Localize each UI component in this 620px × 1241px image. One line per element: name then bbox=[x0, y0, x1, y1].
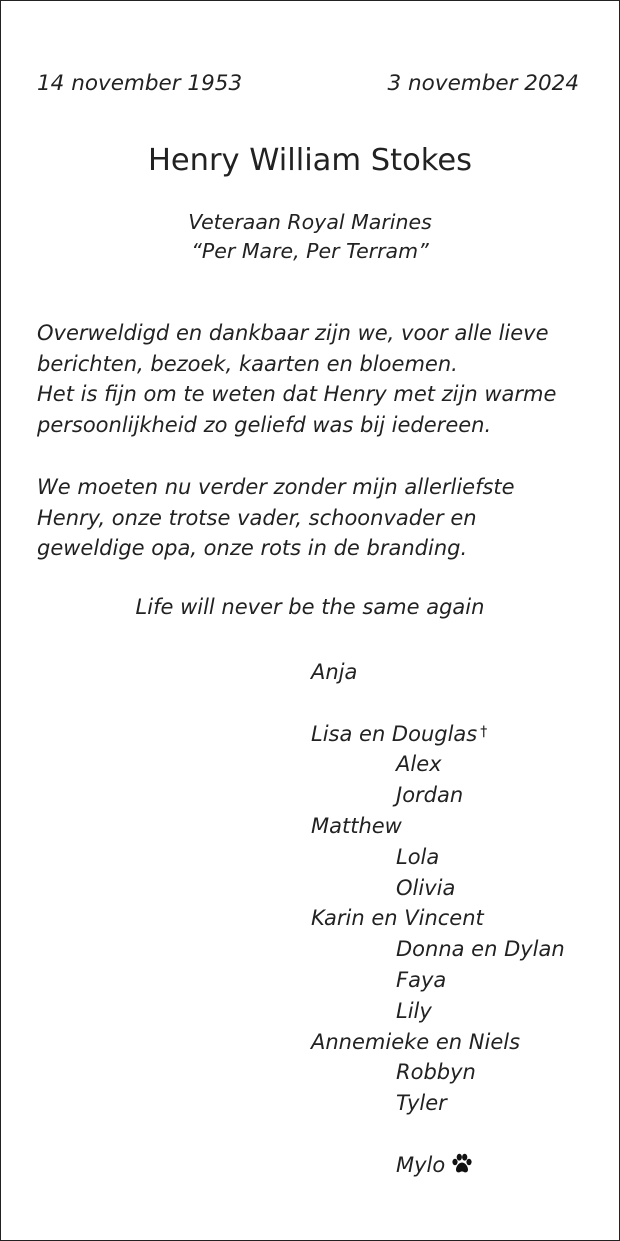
family-member-matthew: Matthew bbox=[311, 813, 402, 838]
grandchild-lola: Lola bbox=[396, 844, 440, 869]
text-line: Overweldigd en dankbaar zijn we, voor alle lieve bbox=[37, 321, 549, 345]
birth-date: 14 november 1953 bbox=[37, 71, 243, 96]
subtitle-line-2: “Per Mare, Per Terram” bbox=[191, 239, 429, 263]
text-line: Het is fijn om te weten dat Henry met zijn warme bbox=[37, 382, 557, 406]
family-member-annemieke: Annemieke en Niels bbox=[311, 1029, 521, 1054]
text-line: We moeten nu verder zonder mijn allerliefste bbox=[37, 475, 515, 499]
family-member-name: Lisa en Douglas bbox=[311, 721, 478, 746]
grandchild-alex: Alex bbox=[396, 752, 442, 777]
text-line: Henry, onze trotse vader, schoonvader en bbox=[37, 505, 477, 530]
deceased-name: Henry William Stokes bbox=[147, 143, 472, 178]
grandchild-lily: Lily bbox=[396, 998, 432, 1023]
text-line: persoonlijkheid zo geliefd was bij iedereen. bbox=[37, 412, 492, 437]
family-member-spouse: Anja bbox=[311, 660, 358, 684]
text-line: geweldige opa, onze rots in de branding. bbox=[37, 536, 468, 560]
paw-icon bbox=[451, 1152, 473, 1183]
grandchild-tyler: Tyler bbox=[396, 1091, 447, 1116]
grandchild-olivia: Olivia bbox=[396, 875, 456, 900]
grandchild-donna: Donna en Dylan bbox=[396, 937, 565, 962]
family-member-karin: Karin en Vincent bbox=[311, 906, 484, 931]
farewell-paragraph bbox=[37, 472, 597, 564]
dates-row bbox=[37, 71, 579, 96]
pet-name: Mylo bbox=[396, 1152, 446, 1177]
spacer bbox=[311, 688, 565, 719]
grandchild-faya: Faya bbox=[396, 967, 447, 992]
cross-icon: † bbox=[480, 723, 488, 740]
text-line: berichten, bezoek, kaarten en bloemen. bbox=[37, 351, 458, 376]
grandchild-robbyn: Robbyn bbox=[396, 1060, 476, 1085]
family-list bbox=[311, 657, 565, 1181]
subtitle-line-1: Veteraan Royal Marines bbox=[188, 210, 432, 234]
subtitle bbox=[1, 208, 619, 266]
grandchild-jordan: Jordan bbox=[396, 783, 464, 808]
thanks-paragraph bbox=[37, 318, 597, 440]
spacer bbox=[311, 1119, 565, 1150]
tagline: Life will never be the same again bbox=[135, 595, 485, 619]
family-member-lisa bbox=[311, 719, 565, 750]
pet-line bbox=[311, 1150, 565, 1181]
death-date: 3 november 2024 bbox=[387, 71, 579, 96]
